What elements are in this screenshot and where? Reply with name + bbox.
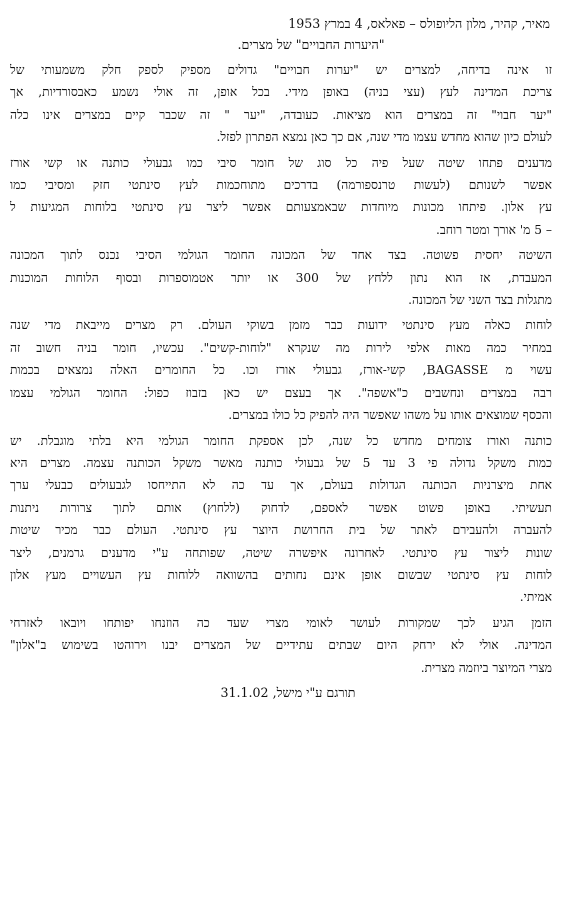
paragraph <box>10 430 552 609</box>
document-body <box>10 59 552 679</box>
text-line: כותנה ואורז צומחים מחדש כל שנה, לכן אספקת החומר הגולמי היא בלתי מוגבלת. יש <box>10 433 552 448</box>
text-line: מתגלות בצד השני של המכונה. <box>408 293 552 308</box>
text-line: כמות משקל גדולה פי 3 עד 5 של גבעולי כותנה מאשר משקל הכותנה עצמה. מצרים היא <box>10 455 552 470</box>
text-line: הזמן הגיע לכך שמקורות לעושר לאומי מצרי שעד כה הוזנחו יפותחו ויובאו לאזרחי <box>10 615 552 630</box>
text-line: השיטה יחסית פשוטה. בצד אחד של המכונה החומר הגולמי הסיבי נכנס לתוך המכונה <box>10 248 552 263</box>
text-line: להעברה ולהעבירם לאתר של בית החרושת היוצר עץ סינתטי. העולם כבר מכיר שיטות <box>10 523 552 538</box>
text-line: צריכת המדינה לעץ (עצי בניה) באופן מידי. בכל אופן, זה אולי נשמע כאבסורדיות, אך <box>10 85 552 100</box>
text-line: עץ אלון. פיתחו מכונות מיוחדות שבאמצעותם אפשר ליצר עץ סינתטי בלוחות המגיעות ל <box>10 200 552 215</box>
text-line: רבה במצרים ונחשבים כ"אשפה". אך בעצם יש כאן בזבוז כפול: החומר הגולמי עצמו <box>10 385 552 400</box>
text-line: זו אינה בדיחה, למצרים יש "יערות חבויים" גדולים מספיק לספק חלק משמעותי של <box>10 63 552 77</box>
paragraph <box>10 59 552 149</box>
text-line: עשוי מ BAGASSE, קשי-אורז, גבעולי אורז וכו. כל החומרים האלה נמצאים בכמות <box>10 363 552 378</box>
text-line: לוחות עץ סינתטי שבשום אופן אינם נחותים בהשוואה ללוחות עץ העשויים מעץ אלון <box>10 567 552 582</box>
dateline: מאיר, קהיר, מלון הליופולס – פאלאס, 4 במרץ 1953 <box>288 16 550 31</box>
paragraph <box>10 314 552 426</box>
text-line: "יער חבוי" זה במצרים הוא מציאות. כעובדה, "יער " זה שכבר קיים במצרים אינו כלה <box>10 107 552 122</box>
paragraph <box>10 612 552 679</box>
text-line: אפשר לשנותם (לעשות טרנספורמה) בדרכים מתוחכמות לעץ סינתטי חזק ומסיבי כמו <box>10 178 552 193</box>
text-line: מצרי המיוצר ביוזמה מצרית. <box>420 660 552 675</box>
text-line: אחת מיצרניות הכותנה הגדולות בעולם, אך עד כה לא התייחסו לגבעולים כבעלי ערך <box>10 478 552 493</box>
text-line: המעבדת, אז הוא נתון ללחץ של 300 או יותר אטמוספרות ובסוף הלוחות המוכנות <box>10 270 552 285</box>
text-line: שונות ליצור עץ סינתטי. לאחרונה איפשרה שיטה, שפותחה ע"י מדענים גרמנים, ליצר <box>10 545 552 560</box>
translator-signature: תורגם ע"י מישל, 31.1.02 <box>220 684 356 700</box>
text-line: – 5 מ' אורך ומטר רוחב. <box>436 222 552 237</box>
paragraph <box>10 152 552 242</box>
text-line: לעולם כיון שהוא מחדש עצמו מדי שנה, אם כך כאן נמצא הפתרון לפזל. <box>216 130 552 145</box>
text-line: המדינה. אולי לא ירחק היום שבתים עתידיים של המצרים יבנו וירוהטו בשימוש ב"אלון" <box>10 638 552 653</box>
text-line: והכסף שמוצאים אותו על משהו שאפשר היה להפיק כל כולו במצרים. <box>228 408 552 423</box>
text-line: תעשיתי. באופן פשוט אפשר לאספם, לדחוק (ללחוץ) אותם לתוך צרורות ניתנות <box>10 500 552 515</box>
text-line: במחיר כמה מאות אלפי לירות מה שנקרא "לוחות-קשים". עכשיו, חומר בניה חשוב זה <box>10 340 552 355</box>
text-line: לוחות כאלה מעץ סינתטי ידועות כבר מזמן בשוקי העולם. רק מצרים מייבאת מדי שנה <box>10 318 552 333</box>
document-title: "היערות החבויים" של מצרים. <box>237 37 385 52</box>
text-line: מדענים פתחו שיטה שעל פיה כל סוג של חומר סיבי כמו גבעולי כותנה או קשי אורז <box>10 155 552 170</box>
text-line: אמיתי. <box>519 590 552 605</box>
paragraph <box>10 244 552 311</box>
